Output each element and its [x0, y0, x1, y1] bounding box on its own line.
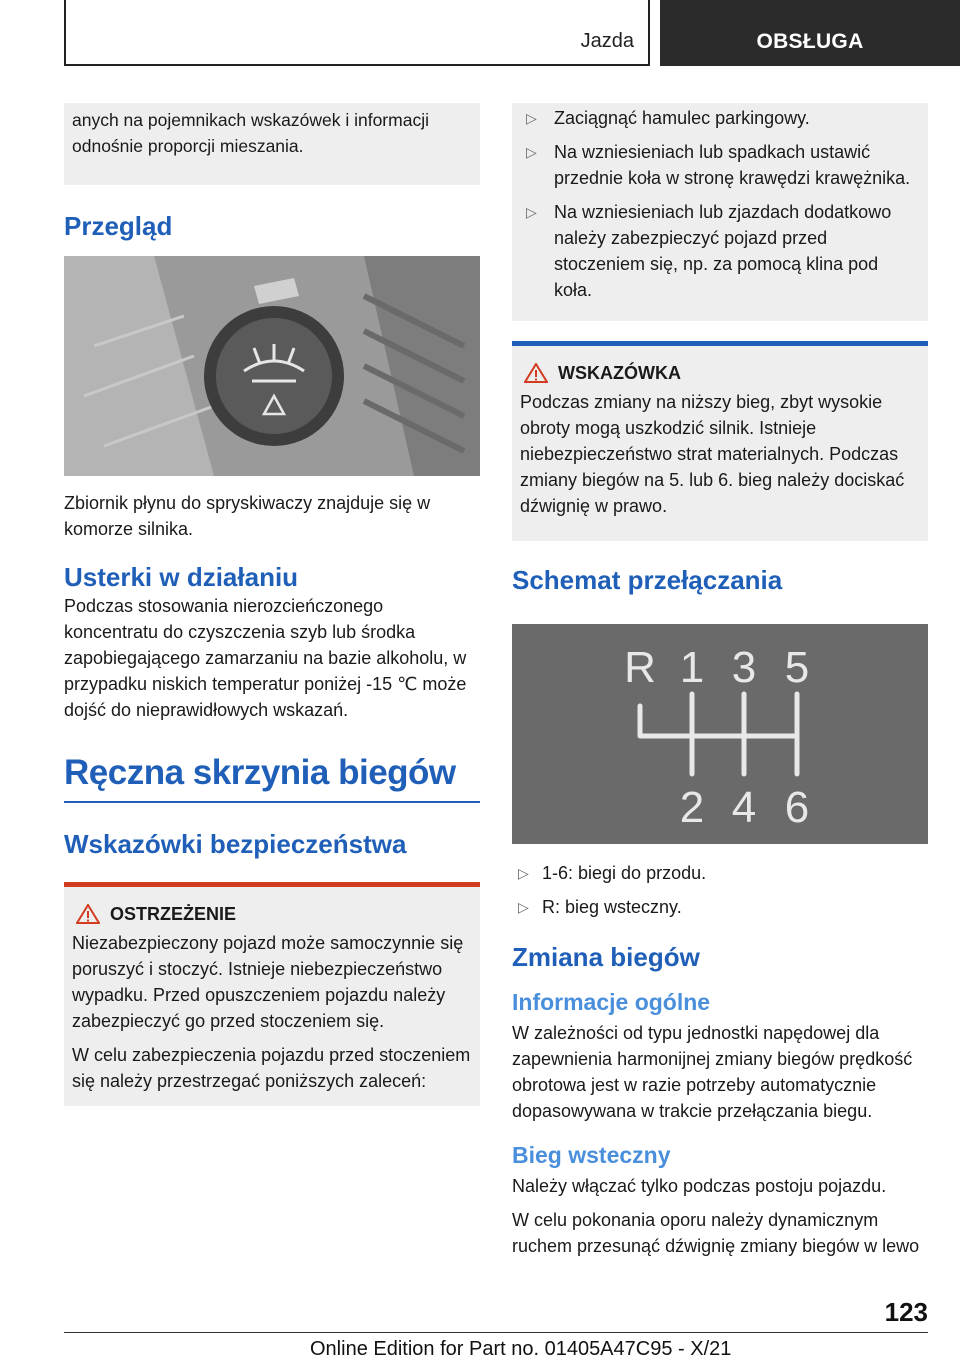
warning-label: OSTRZEŻENIE: [110, 904, 237, 924]
safety-heading: Wskazówki bezpieczeństwa: [64, 829, 407, 859]
photo-caption: Zbiornik płynu do spryskiwaczy znajduje się w komorze silnika.: [64, 493, 431, 539]
washer-reservoir-photo: [64, 256, 480, 476]
warning-box: [64, 882, 480, 1106]
shift-pattern-diagram: [512, 624, 928, 844]
info-text: W zależności od typu jednostki napędowej dla zapewnienia harmonijnej zmiany biegów prędkość obrotowa jest w razie potrzeby automatycznie dopasowywana w trakcie przełączania biegu.: [512, 1023, 913, 1121]
shift-legend-list: [512, 860, 928, 920]
gear-label: 6: [784, 783, 810, 832]
gear-label: 2: [679, 783, 705, 832]
list-item: ▷ 1-6: biegi do przodu.: [512, 860, 928, 886]
usterki-heading: Usterki w działaniu: [64, 562, 299, 592]
warning-paragraph-2: W celu zabezpieczenia pojazdu przed stoczeniem się należy przestrzegać poniższych zaleceń:: [72, 1045, 471, 1091]
warning-triangle-icon: [76, 904, 100, 924]
continued-note-text: anych na pojemnikach wskazówek i informacji odnośnie proporcji mieszania.: [72, 110, 429, 156]
warning-paragraph-1: Niezabezpieczony pojazd może samoczynnie się poruszyć i stoczyć. Istnieje niebezpieczeństwo wypadku. Przed opuszczeniem pojazdu należy zabezpieczyć go przed stoczeniem się.: [72, 933, 464, 1031]
header-frame: [64, 0, 650, 66]
zmiana-heading: Zmiana biegów: [512, 942, 700, 972]
right-column: [512, 103, 928, 1259]
usterki-text: Podczas stosowania nierozcieńczonego koncentratu do czyszczenia szyb lub środka zapobiegającego zamarzaniu na bazie alkoholu, w przypadku niskich temperatur poniżej -15 ℃ może dojść do nieprawidłowych wskazań.: [64, 596, 467, 720]
left-column: [64, 103, 480, 1106]
triangle-bullet-icon: ▷: [518, 899, 529, 915]
note-title: [524, 360, 920, 386]
schemat-heading: Schemat przełączania: [512, 565, 783, 595]
gear-label: 3: [731, 643, 757, 692]
precaution-list-box: [512, 103, 928, 321]
list-item: ▷ Na wzniesieniach lub zjazdach dodatkowo należy zabezpieczyć pojazd przed stoczeniem się, np. za pomocą klina pod koła.: [512, 199, 920, 303]
precaution-list: [512, 105, 920, 303]
info-heading: Informacje ogólne: [512, 989, 711, 1015]
note-text: Podczas zmiany na niższy bieg, zbyt wysokie obroty mogą uszkodzić silnik. Istnieje niebezpieczeństwo strat materialnych. Podczas zmiany biegów na 5. lub 6. bieg należy dociskać dźwignię w prawo.: [520, 392, 905, 516]
caution-triangle-icon: [524, 363, 548, 383]
shift-pattern-svg: [512, 624, 928, 844]
footer-edition: Online Edition for Part no. 01405A47C95 - X/21: [310, 1338, 732, 1360]
list-item: ▷ Zaciągnąć hamulec parkingowy.: [512, 105, 920, 131]
washer-cap-illustration: [64, 256, 480, 476]
note-label: WSKAZÓWKA: [558, 363, 681, 383]
triangle-bullet-icon: ▷: [526, 204, 537, 220]
header-section-title: Jazda: [580, 30, 634, 52]
reverse-heading: Bieg wsteczny: [512, 1142, 671, 1168]
page-number: 123: [884, 1297, 928, 1327]
list-item: ▷ R: bieg wsteczny.: [512, 894, 928, 920]
header-chapter-tab[interactable]: OBSŁUGA: [660, 0, 960, 66]
gear-label: 4: [731, 783, 757, 832]
chapter-title: Ręczna skrzynia biegów: [64, 753, 480, 803]
footer-rule: [64, 1332, 928, 1333]
continued-note-box: [64, 103, 480, 185]
gear-label: R: [624, 643, 656, 692]
warning-title: [76, 901, 472, 927]
list-item: ▷ Na wzniesieniach lub spadkach ustawić przednie koła w stronę krawędzi krawężnika.: [512, 139, 920, 191]
reverse-text-2: W celu pokonania oporu należy dynamicznym ruchem przesunąć dźwignię zmiany biegów w lewo: [512, 1210, 920, 1256]
przeglad-heading: Przegląd: [64, 211, 173, 241]
gear-label: 5: [784, 643, 810, 692]
triangle-bullet-icon: ▷: [526, 144, 537, 160]
reverse-text-1: Należy włączać tylko podczas postoju pojazdu.: [512, 1176, 887, 1196]
triangle-bullet-icon: ▷: [518, 865, 529, 881]
triangle-bullet-icon: ▷: [526, 110, 537, 126]
gear-label: 1: [679, 643, 705, 692]
note-box: [512, 341, 928, 541]
